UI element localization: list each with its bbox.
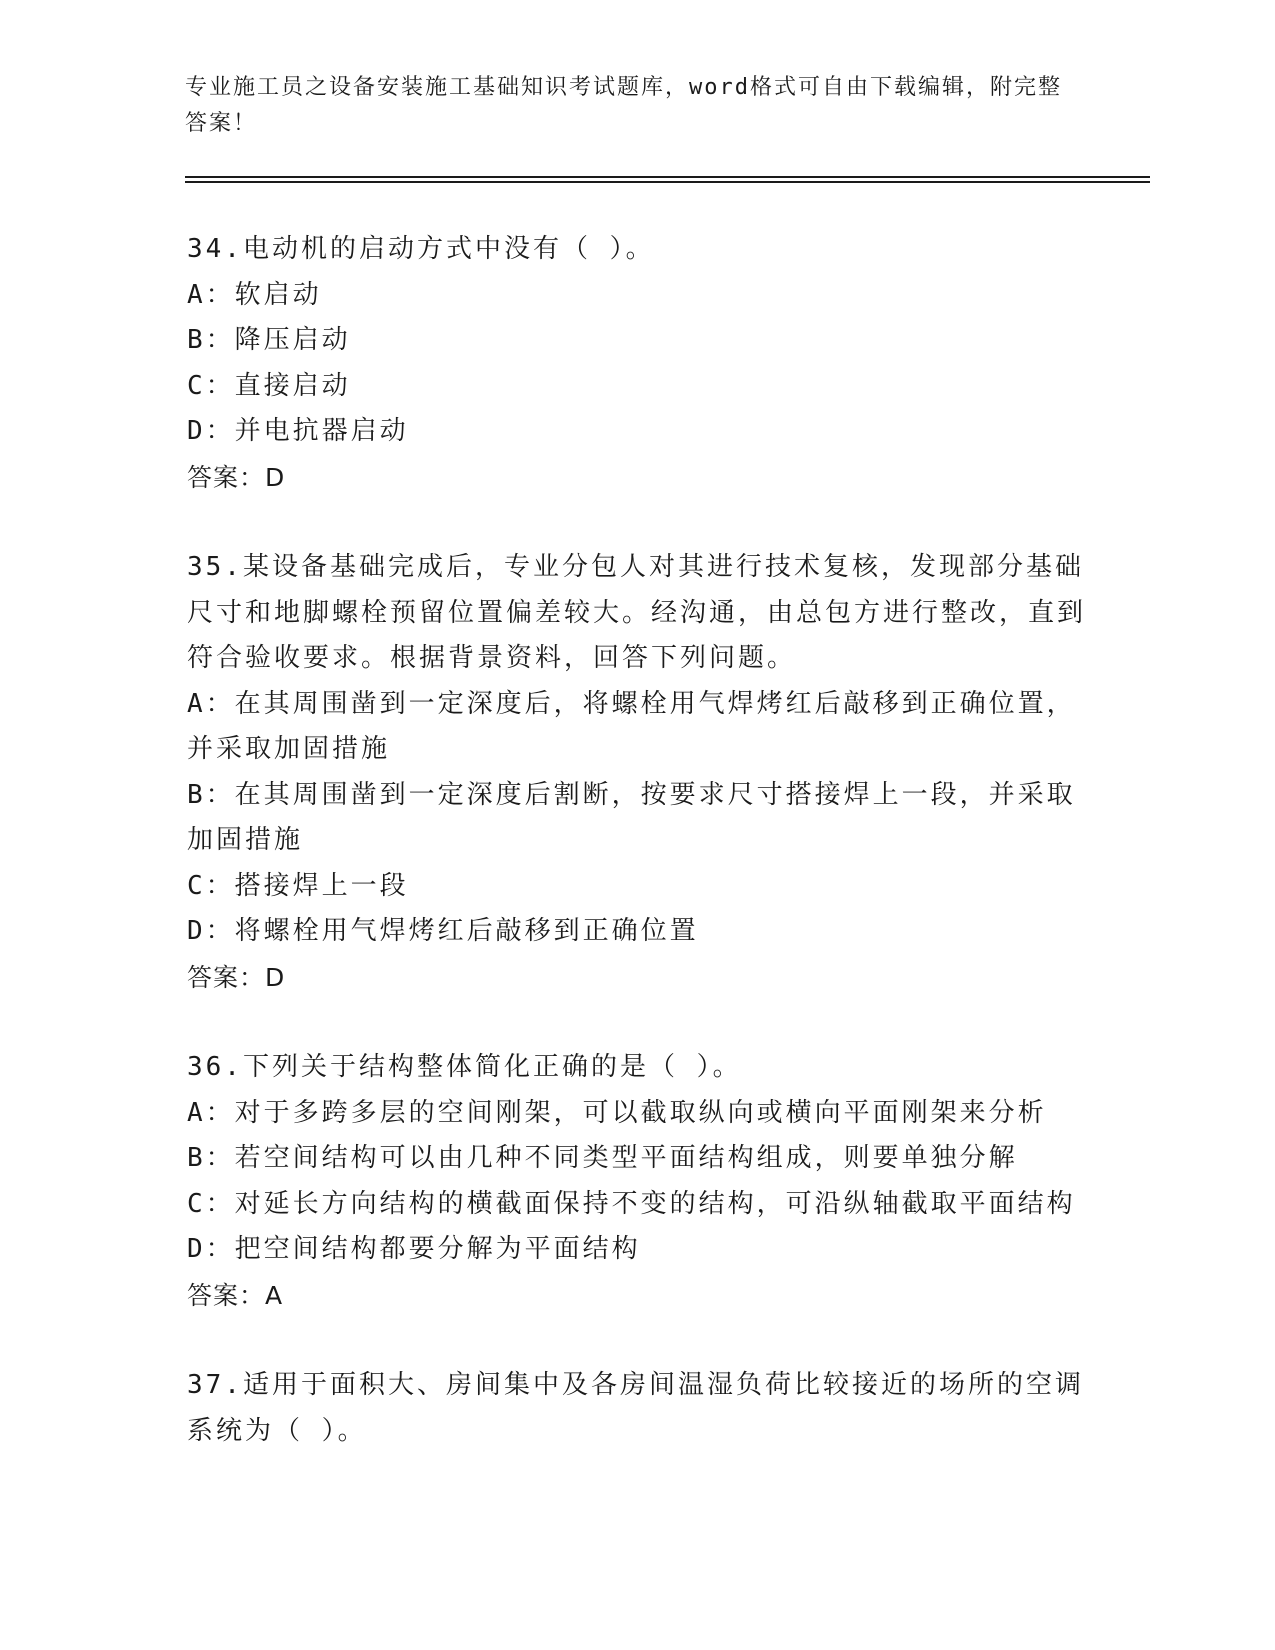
question-list: [187, 227, 1087, 1499]
answer: 答案：D: [187, 962, 286, 992]
question-stem: 36.下列关于结构整体简化正确的是（ ）。: [187, 1052, 742, 1082]
question-stem: 37.适用于面积大、房间集中及各房间温湿负荷比较接近的场所的空调系统为（ ）。: [187, 1370, 1084, 1446]
option-c: C：搭接焊上一段: [187, 870, 409, 901]
option-b: B：降压启动: [187, 325, 351, 355]
question-37: [187, 1363, 1087, 1454]
option-b: B：若空间结构可以由几种不同类型平面结构组成，则要单独分解: [187, 1143, 1018, 1173]
answer: 答案：A: [187, 1280, 284, 1310]
option-c: C：直接启动: [187, 370, 351, 401]
question-35: [187, 545, 1087, 1000]
option-d: D：把空间结构都要分解为平面结构: [187, 1234, 641, 1264]
question-36: [187, 1045, 1087, 1318]
document-header: 专业施工员之设备安装施工基础知识考试题库，word格式可自由下载编辑，附完整答案！: [185, 75, 1062, 136]
option-c: C：对延长方向结构的横截面保持不变的结构，可沿纵轴截取平面结构: [187, 1188, 1076, 1219]
question-stem: 34.电动机的启动方式中没有（ ）。: [187, 234, 655, 264]
option-a: A：在其周围凿到一定深度后，将螺栓用气焊烤红后敲移到正确位置，并采取加固措施: [187, 688, 1076, 764]
question-34: [187, 227, 1087, 500]
option-d: D：将螺栓用气焊烤红后敲移到正确位置: [187, 916, 699, 946]
header-divider-top: [185, 176, 1150, 178]
option-a: A：软启动: [187, 279, 322, 310]
option-b: B：在其周围凿到一定深度后割断，按要求尺寸搭接焊上一段，并采取加固措施: [187, 779, 1076, 855]
option-d: D：并电抗器启动: [187, 416, 409, 446]
header-divider-bottom: [185, 181, 1150, 183]
answer: 答案：D: [187, 462, 286, 492]
question-stem: 35.某设备基础完成后，专业分包人对其进行技术复核，发现部分基础尺寸和地脚螺栓预留位置偏差较大。经沟通，由总包方进行整改，直到符合验收要求。根据背景资料，回答下列问题。: [187, 552, 1087, 673]
option-a: A：对于多跨多层的空间刚架，可以截取纵向或横向平面刚架来分析: [187, 1097, 1047, 1128]
